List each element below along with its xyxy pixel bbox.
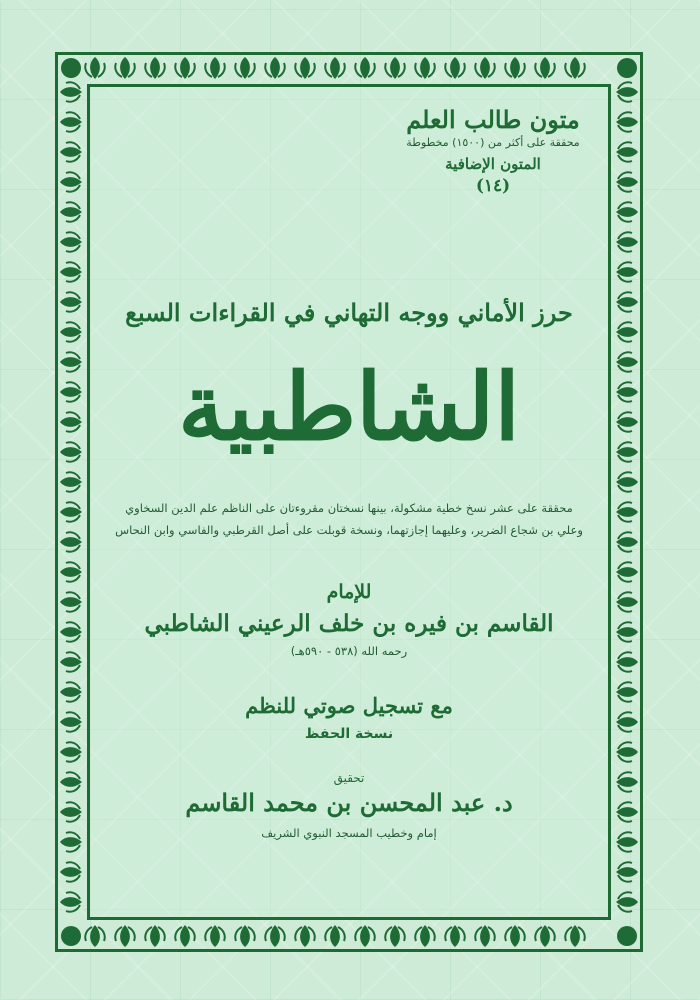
audio-note: مع تسجيل صوتي للنظم xyxy=(245,693,453,718)
verification-line-2: وعلي بن شجاع الضرير، وعليهما إجازتهما، ونسخة قوبلت على أصل القرطبي والفاسي وابن النحاس xyxy=(115,523,583,537)
edition-label: نسخة الحفظ xyxy=(304,726,394,742)
author-dates: رحمه الله (٥٣٨ - ٥٩٠هـ) xyxy=(290,644,408,658)
series-title: متون طالب العلم xyxy=(406,105,580,134)
verification-note xyxy=(100,497,598,541)
book-title: الشاطبية xyxy=(178,353,520,461)
series-subtitle: محققة على أكثر من (١٥٠٠) مخطوطة xyxy=(406,136,580,149)
series-extension: المتون الإضافية xyxy=(445,155,541,173)
series-number: (١٤) xyxy=(475,176,511,196)
series-block xyxy=(388,105,598,197)
author-label: للإمام xyxy=(326,581,372,603)
book-subtitle: حرز الأماني ووجه التهاني في القراءات السبع xyxy=(125,298,573,327)
verification-line-1: محققة على عشر نسخ خطية مشكولة، بينها نسختان مقروءتان على الناظم علم الدين السخاوي xyxy=(125,501,573,515)
cover-content xyxy=(90,87,608,917)
verifier-role: إمام وخطيب المسجد النبوي الشريف xyxy=(261,826,437,840)
author-name: القاسم بن فيره بن خلف الرعيني الشاطبي xyxy=(144,610,554,637)
verifier-name: د. عبد المحسن بن محمد القاسم xyxy=(185,788,513,817)
verifier-label: تحقيق xyxy=(333,771,365,785)
book-cover xyxy=(55,52,643,952)
